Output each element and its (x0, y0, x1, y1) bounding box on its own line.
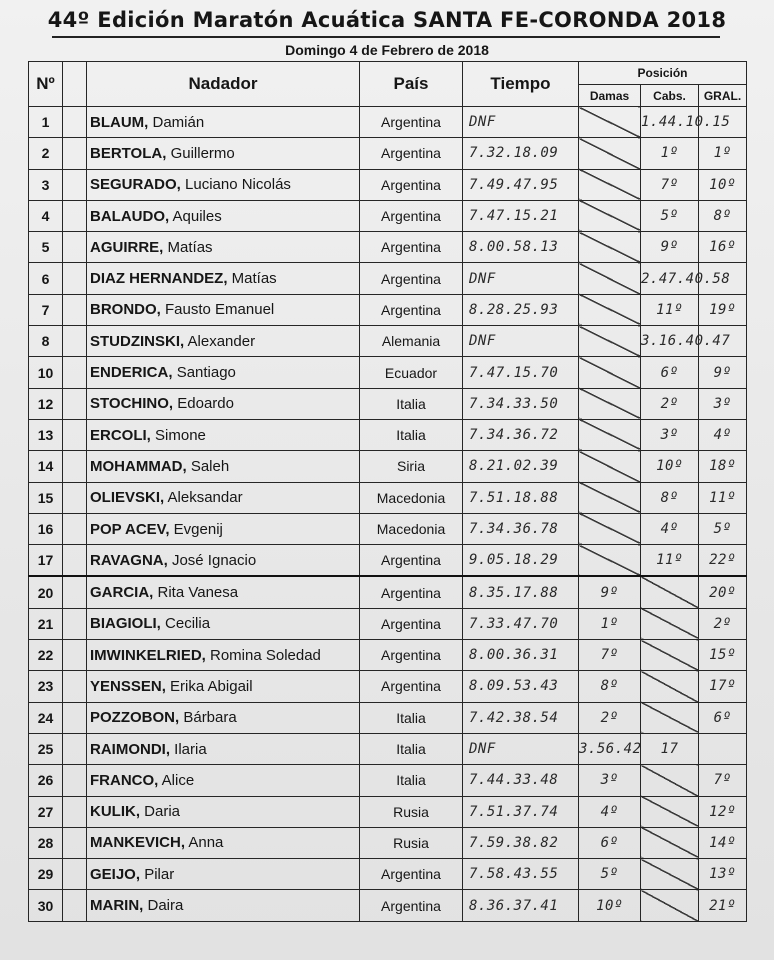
ladies-position: 8º (579, 671, 641, 702)
row-blank (63, 513, 87, 544)
ladies-position (579, 138, 641, 169)
table-row (29, 827, 747, 858)
country-cell: Argentina (360, 576, 463, 608)
row-blank (63, 733, 87, 764)
row-number: 5 (29, 232, 63, 263)
country-cell: Argentina (360, 890, 463, 921)
country-cell: Ecuador (360, 357, 463, 388)
swimmer-surname: SEGURADO, (90, 176, 181, 194)
swimmer-surname: KULIK, (90, 803, 140, 821)
page-title: 44º Edición Maratón Acuática SANTA FE-CORONDA 2018 (47, 8, 727, 32)
ladies-position (579, 388, 641, 419)
country-cell: Argentina (360, 545, 463, 577)
swimmer-first-name: Daira (147, 897, 184, 915)
row-blank (63, 796, 87, 827)
men-position (641, 765, 699, 796)
time-cell: DNF (463, 326, 579, 357)
row-blank (63, 482, 87, 513)
time-cell: 8.28.25.93 (463, 294, 579, 325)
swimmer-surname: BERTOLA, (90, 144, 167, 162)
general-position (699, 733, 747, 764)
swimmer-first-name: Matías (167, 238, 213, 256)
swimmer-name (87, 671, 360, 702)
swimmer-first-name: Luciano Nicolás (185, 176, 291, 194)
swimmer-name (87, 859, 360, 890)
time-cell: 7.34.33.50 (463, 388, 579, 419)
table-row (29, 388, 747, 419)
general-position: 12º (699, 796, 747, 827)
table-row (29, 294, 747, 325)
general-position: 21º (699, 890, 747, 921)
country-cell: Argentina (360, 107, 463, 138)
general-position: 6º (699, 702, 747, 733)
row-blank (63, 419, 87, 450)
swimmer-first-name: Anna (188, 834, 224, 852)
row-number: 25 (29, 733, 63, 764)
ladies-position: 10º (579, 890, 641, 921)
men-position: 4º (641, 513, 699, 544)
country-cell: Macedonia (360, 482, 463, 513)
men-position: 11º (641, 294, 699, 325)
swimmer-first-name: Edoardo (177, 395, 234, 413)
country-cell: Alemania (360, 326, 463, 357)
table-row (29, 169, 747, 200)
swimmer-name (87, 608, 360, 639)
time-cell: 7.47.15.70 (463, 357, 579, 388)
swimmer-first-name: Romina Soledad (210, 646, 321, 664)
row-blank (63, 640, 87, 671)
row-number: 23 (29, 671, 63, 702)
ladies-position: 6º (579, 827, 641, 858)
swimmer-surname: GARCIA, (90, 584, 154, 602)
swimmer-surname: YENSSEN, (90, 677, 166, 695)
country-cell: Argentina (360, 859, 463, 890)
swimmer-first-name: Fausto Emanuel (165, 301, 275, 319)
swimmer-first-name: Bárbara (183, 709, 237, 727)
row-blank (63, 545, 87, 577)
general-position: 15º (699, 640, 747, 671)
swimmer-first-name: Aleksandar (167, 489, 243, 507)
row-number: 3 (29, 169, 63, 200)
header-ladies: Damas (579, 85, 641, 107)
row-number: 15 (29, 482, 63, 513)
header-blank (63, 62, 87, 107)
swimmer-surname: MARIN, (90, 897, 144, 915)
men-position: 1.44.10.15 (641, 107, 699, 138)
table-row (29, 545, 747, 577)
row-number: 16 (29, 513, 63, 544)
swimmer-name (87, 640, 360, 671)
table-row (29, 200, 747, 231)
country-cell: Argentina (360, 608, 463, 639)
swimmer-name (87, 482, 360, 513)
row-number: 30 (29, 890, 63, 921)
men-position (641, 671, 699, 702)
general-position: 11º (699, 482, 747, 513)
row-number: 8 (29, 326, 63, 357)
country-cell: Macedonia (360, 513, 463, 544)
swimmer-surname: OLIEVSKI, (90, 489, 165, 507)
men-position: 2º (641, 388, 699, 419)
time-cell: DNF (463, 733, 579, 764)
country-cell: Argentina (360, 200, 463, 231)
swimmer-name (87, 169, 360, 200)
time-cell: 8.21.02.39 (463, 451, 579, 482)
row-number: 1 (29, 107, 63, 138)
general-position: 10º (699, 169, 747, 200)
swimmer-first-name: Erika Abigail (170, 677, 253, 695)
time-cell: 8.09.53.43 (463, 671, 579, 702)
row-number: 17 (29, 545, 63, 577)
swimmer-name (87, 827, 360, 858)
swimmer-name (87, 702, 360, 733)
general-position: 3º (699, 388, 747, 419)
ladies-position: 3.56.42 (579, 733, 641, 764)
row-blank (63, 765, 87, 796)
swimmer-name (87, 765, 360, 796)
men-position: 5º (641, 200, 699, 231)
row-number: 7 (29, 294, 63, 325)
table-row (29, 138, 747, 169)
swimmer-surname: BLAUM, (90, 113, 149, 131)
swimmer-first-name: Aquiles (172, 207, 222, 225)
time-cell: 7.51.18.88 (463, 482, 579, 513)
time-cell: 7.34.36.78 (463, 513, 579, 544)
country-cell: Argentina (360, 138, 463, 169)
header-swimmer: Nadador (87, 62, 360, 107)
country-cell: Argentina (360, 294, 463, 325)
row-blank (63, 859, 87, 890)
swimmer-first-name: Daria (144, 803, 181, 821)
swimmer-surname: POP ACEV, (90, 520, 170, 538)
swimmer-surname: GEIJO, (90, 865, 141, 883)
general-position: 13º (699, 859, 747, 890)
swimmer-surname: FRANCO, (90, 771, 159, 789)
swimmer-name (87, 733, 360, 764)
header-men: Cabs. (641, 85, 699, 107)
men-position: 9º (641, 232, 699, 263)
general-position: 8º (699, 200, 747, 231)
general-position: 17º (699, 671, 747, 702)
ladies-position: 2º (579, 702, 641, 733)
men-position: 7º (641, 169, 699, 200)
country-cell: Siria (360, 451, 463, 482)
row-blank (63, 827, 87, 858)
swimmer-name (87, 545, 360, 577)
results-table (28, 61, 747, 922)
country-cell: Italia (360, 388, 463, 419)
swimmer-surname: BALAUDO, (90, 207, 170, 225)
table-row (29, 640, 747, 671)
row-blank (63, 388, 87, 419)
row-blank (63, 671, 87, 702)
general-position: 20º (699, 576, 747, 608)
men-position (641, 827, 699, 858)
time-cell: DNF (463, 107, 579, 138)
swimmer-first-name: Rita Vanesa (157, 584, 239, 602)
time-cell: 8.00.58.13 (463, 232, 579, 263)
men-position: 3.16.40.47 (641, 326, 699, 357)
swimmer-first-name: Alice (161, 771, 195, 789)
swimmer-surname: POZZOBON, (90, 709, 180, 727)
title-underline (52, 36, 720, 38)
swimmer-name (87, 138, 360, 169)
header-position: Posición (579, 62, 747, 85)
men-position (641, 608, 699, 639)
table-row (29, 890, 747, 921)
time-cell: 7.42.38.54 (463, 702, 579, 733)
ladies-position (579, 200, 641, 231)
row-blank (63, 107, 87, 138)
general-position: 2º (699, 608, 747, 639)
table-row (29, 671, 747, 702)
general-position: 4º (699, 419, 747, 450)
row-number: 10 (29, 357, 63, 388)
swimmer-name (87, 796, 360, 827)
ladies-position (579, 451, 641, 482)
ladies-position (579, 107, 641, 138)
men-position: 2.47.40.58 (641, 263, 699, 294)
table-row (29, 482, 747, 513)
general-position: 7º (699, 765, 747, 796)
ladies-position: 5º (579, 859, 641, 890)
swimmer-first-name: Saleh (190, 457, 230, 475)
header-num: Nº (29, 62, 63, 107)
row-blank (63, 138, 87, 169)
general-position: 14º (699, 827, 747, 858)
general-position: 22º (699, 545, 747, 577)
table-row (29, 702, 747, 733)
country-cell: Rusia (360, 796, 463, 827)
row-blank (63, 294, 87, 325)
row-blank (63, 608, 87, 639)
table-row (29, 357, 747, 388)
row-number: 20 (29, 576, 63, 608)
general-position: 1º (699, 138, 747, 169)
table-row (29, 107, 747, 138)
time-cell: 7.58.43.55 (463, 859, 579, 890)
row-blank (63, 169, 87, 200)
country-cell: Argentina (360, 263, 463, 294)
men-position (641, 640, 699, 671)
men-position: 8º (641, 482, 699, 513)
ladies-position: 1º (579, 608, 641, 639)
swimmer-surname: ERCOLI, (90, 426, 151, 444)
swimmer-first-name: Alexander (187, 332, 256, 350)
swimmer-first-name: Simone (155, 426, 206, 444)
country-cell: Argentina (360, 169, 463, 200)
row-blank (63, 357, 87, 388)
ladies-position (579, 482, 641, 513)
table-row (29, 608, 747, 639)
ladies-position: 4º (579, 796, 641, 827)
swimmer-name (87, 513, 360, 544)
table-row (29, 765, 747, 796)
row-number: 4 (29, 200, 63, 231)
time-cell: 9.05.18.29 (463, 545, 579, 577)
swimmer-name (87, 200, 360, 231)
general-position: 19º (699, 294, 747, 325)
table-row (29, 513, 747, 544)
swimmer-name (87, 419, 360, 450)
ladies-position (579, 545, 641, 577)
time-cell: 7.32.18.09 (463, 138, 579, 169)
men-position (641, 890, 699, 921)
men-position: 6º (641, 357, 699, 388)
swimmer-name (87, 232, 360, 263)
row-number: 13 (29, 419, 63, 450)
swimmer-first-name: José Ignacio (171, 551, 257, 569)
row-number: 26 (29, 765, 63, 796)
swimmer-first-name: Ilaria (174, 740, 207, 758)
swimmer-surname: MOHAMMAD, (90, 457, 187, 475)
swimmer-surname: RAVAGNA, (90, 551, 168, 569)
table-row (29, 796, 747, 827)
time-cell: 7.59.38.82 (463, 827, 579, 858)
swimmer-first-name: Santiago (176, 364, 236, 382)
ladies-position (579, 419, 641, 450)
country-cell: Italia (360, 419, 463, 450)
time-cell: 7.47.15.21 (463, 200, 579, 231)
country-cell: Argentina (360, 640, 463, 671)
row-number: 29 (29, 859, 63, 890)
swimmer-name (87, 357, 360, 388)
men-position (641, 796, 699, 827)
row-blank (63, 232, 87, 263)
time-cell: 8.35.17.88 (463, 576, 579, 608)
swimmer-surname: DIAZ HERNANDEZ, (90, 270, 228, 288)
page-subtitle: Domingo 4 de Febrero de 2018 (285, 42, 489, 58)
men-position: 1º (641, 138, 699, 169)
swimmer-name (87, 451, 360, 482)
swimmer-surname: STOCHINO, (90, 395, 174, 413)
row-blank (63, 451, 87, 482)
swimmer-name (87, 576, 360, 608)
ladies-position: 9º (579, 576, 641, 608)
row-blank (63, 263, 87, 294)
swimmer-surname: RAIMONDI, (90, 740, 170, 758)
swimmer-surname: ENDERICA, (90, 364, 173, 382)
swimmer-name (87, 294, 360, 325)
ladies-position (579, 513, 641, 544)
country-cell: Argentina (360, 232, 463, 263)
table-row (29, 859, 747, 890)
swimmer-surname: AGUIRRE, (90, 238, 164, 256)
swimmer-first-name: Pilar (144, 865, 175, 883)
ladies-position (579, 232, 641, 263)
men-position (641, 702, 699, 733)
header-time: Tiempo (463, 62, 579, 107)
country-cell: Italia (360, 765, 463, 796)
row-blank (63, 326, 87, 357)
table-row (29, 451, 747, 482)
ladies-position (579, 263, 641, 294)
table-row (29, 232, 747, 263)
row-blank (63, 890, 87, 921)
swimmer-surname: BIAGIOLI, (90, 615, 161, 633)
row-number: 21 (29, 608, 63, 639)
men-position (641, 859, 699, 890)
header-country: País (360, 62, 463, 107)
ladies-position (579, 169, 641, 200)
table-row (29, 576, 747, 608)
swimmer-surname: STUDZINSKI, (90, 332, 185, 350)
row-blank (63, 576, 87, 608)
general-position: 5º (699, 513, 747, 544)
table-row (29, 326, 747, 357)
row-number: 12 (29, 388, 63, 419)
row-number: 2 (29, 138, 63, 169)
row-number: 14 (29, 451, 63, 482)
country-cell: Argentina (360, 671, 463, 702)
men-position: 11º (641, 545, 699, 577)
table-row (29, 419, 747, 450)
country-cell: Italia (360, 733, 463, 764)
time-cell: DNF (463, 263, 579, 294)
ladies-position: 3º (579, 765, 641, 796)
swimmer-first-name: Matías (231, 270, 277, 288)
men-position: 3º (641, 419, 699, 450)
time-cell: 8.36.37.41 (463, 890, 579, 921)
general-position: 18º (699, 451, 747, 482)
swimmer-surname: IMWINKELRIED, (90, 646, 206, 664)
swimmer-first-name: Evgenij (173, 520, 223, 538)
row-number: 27 (29, 796, 63, 827)
time-cell: 7.33.47.70 (463, 608, 579, 639)
time-cell: 7.34.36.72 (463, 419, 579, 450)
swimmer-surname: MANKEVICH, (90, 834, 186, 852)
general-position: 9º (699, 357, 747, 388)
general-position: 16º (699, 232, 747, 263)
ladies-position: 7º (579, 640, 641, 671)
men-position: 17 (641, 733, 699, 764)
time-cell: 7.51.37.74 (463, 796, 579, 827)
swimmer-first-name: Cecilia (165, 615, 211, 633)
swimmer-name (87, 890, 360, 921)
row-number: 24 (29, 702, 63, 733)
row-number: 6 (29, 263, 63, 294)
header-general: GRAL. (699, 85, 747, 107)
time-cell: 8.00.36.31 (463, 640, 579, 671)
header-row (29, 62, 747, 85)
swimmer-name (87, 326, 360, 357)
swimmer-first-name: Guillermo (170, 144, 235, 162)
swimmer-name (87, 107, 360, 138)
swimmer-first-name: Damián (152, 113, 205, 131)
men-position (641, 576, 699, 608)
ladies-position (579, 326, 641, 357)
row-number: 28 (29, 827, 63, 858)
ladies-position (579, 294, 641, 325)
row-blank (63, 200, 87, 231)
ladies-position (579, 357, 641, 388)
time-cell: 7.44.33.48 (463, 765, 579, 796)
row-blank (63, 702, 87, 733)
time-cell: 7.49.47.95 (463, 169, 579, 200)
swimmer-name (87, 388, 360, 419)
swimmer-surname: BRONDO, (90, 301, 161, 319)
swimmer-name (87, 263, 360, 294)
row-number: 22 (29, 640, 63, 671)
table-row (29, 263, 747, 294)
men-position: 10º (641, 451, 699, 482)
table-row (29, 733, 747, 764)
country-cell: Italia (360, 702, 463, 733)
country-cell: Rusia (360, 827, 463, 858)
